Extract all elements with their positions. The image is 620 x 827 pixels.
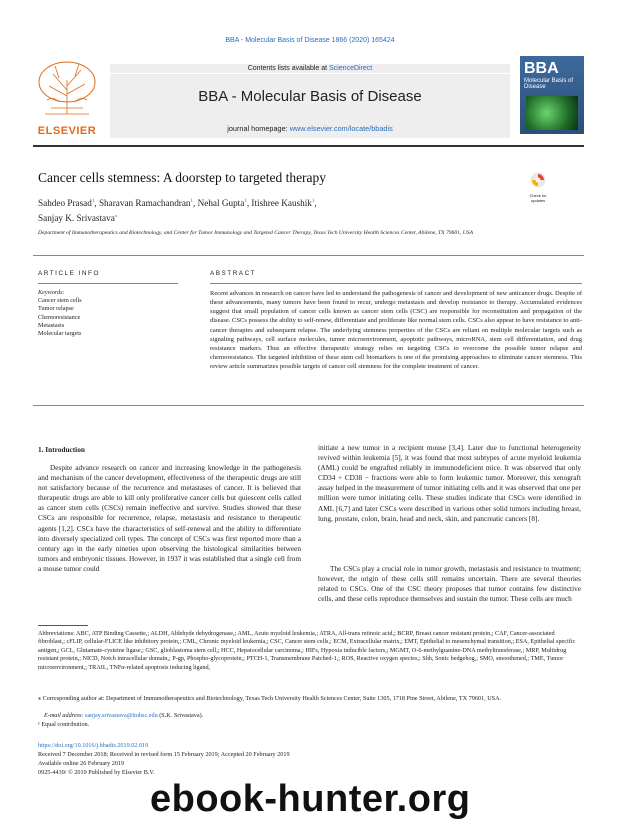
- abstract-heading: ABSTRACT: [210, 270, 257, 277]
- author-separator: ,: [314, 198, 317, 209]
- check-updates-line2: updates: [530, 198, 546, 203]
- corresponding-footnote: ⁎ Corresponding author at: Department of Immunotherapeutics and Biotechnology, Texas Tech University Health Sciences Center, Suite 1305, 1718 Pine Street, Abilene, TX 79601, USA.: [38, 695, 502, 702]
- sciencedirect-link[interactable]: ScienceDirect: [329, 65, 373, 72]
- email-suffix: (S.K. Srivastava).: [157, 712, 204, 719]
- article-title: Cancer cells stemness: A doorstep to targeted therapy: [38, 170, 327, 185]
- email-label: E-mail address:: [44, 712, 86, 719]
- intro-paragraph-right: initiate a new tumor in a recipient mouse [3,4]. Later due to functional heterogeneity revived within leukemia [5], it was found that most subtypes of acute myeloid leukemia (AML) could be engrafted reliably in immunodeficient mice. It was observed that only CD34 + CD38 − fractions were able to form leukemic tumor. Moreover, this xenograft assay helped in the measurement of tumor initiating cells and it was observed that one per million were tumor initiating cells. These studies indicate that CSCs were identified in AML [6,7] and later CSCs were described in various other solid tumors including breast, lung, prostate, colon, brain, head and neck, skin, and pancreatic cancers [8].: [318, 443, 581, 523]
- contents-line: [110, 64, 510, 73]
- cover-subtitle-2: Disease: [524, 84, 546, 90]
- author-separator: ,: [193, 198, 198, 209]
- affiliation-rule: [33, 255, 584, 256]
- keyword[interactable]: Molecular targets: [38, 330, 82, 338]
- journal-title: BBA - Molecular Basis of Disease: [198, 88, 422, 105]
- received-dates: Received 7 December 2018; Received in revised form 15 February 2019; Accepted 20 February 2019: [38, 751, 290, 758]
- author-name[interactable]: Sharavan Ramachandran: [98, 198, 191, 209]
- author-name[interactable]: Sanjay K. Srivastava: [38, 213, 115, 224]
- journal-reference[interactable]: BBA - Molecular Basis of Disease 1866 (2020) 165424: [225, 37, 395, 44]
- check-updates-line1: Check for: [529, 193, 547, 198]
- homepage-link[interactable]: www.elsevier.com/locate/bbadis: [289, 124, 393, 133]
- abstract-bottom-rule: [33, 405, 584, 406]
- contents-prefix: Contents lists available at: [247, 65, 330, 72]
- abstract-rule: [210, 283, 582, 284]
- check-updates-icon: [530, 172, 546, 188]
- cover-subtitle: Molecular Basis of: [524, 78, 574, 84]
- intro-paragraph-left: Despite advance research on cancer and increasing knowledge in the pathogenesis and mechanism of the cancer development, effectiveness of the therapeutic drugs are still not satisfactory because of the recurrence and metastases of cancer. It is believed that therapeutic drugs are able to kill only proliferative cancer cells but quiescent cells called as cancer stem cells (CSCs) remain ineffective and survive. Studies showed that these CSCs are responsible for recurrence, relapse, metastasis and resistance to therapeutic agents [1,2]. CSCs have the characteristics of self-renewal and the ability to differentiate into diversely specialized cell types. The concept of CSCs was first reported more than a century ago in the early nineties upon observing the histological similarities between tumors and embryonic tissues. However, in 1937 it was established that a single cell from a mouse tumor could: [38, 463, 301, 573]
- author-mark[interactable]: 1: [311, 199, 315, 204]
- keyword[interactable]: Tumor relapse: [38, 305, 74, 313]
- publisher-name: ELSEVIER: [37, 125, 97, 137]
- author-name[interactable]: Itishree Kaushik: [251, 198, 312, 209]
- keywords-block: [38, 289, 178, 338]
- author-separator: ,: [246, 198, 252, 209]
- article-info-rule: [38, 283, 178, 284]
- section-heading: 1. Introduction: [38, 445, 85, 454]
- email-link[interactable]: sanjay.srivastava@ttuhsc.edu: [85, 712, 158, 719]
- doi-link[interactable]: https://doi.org/10.1016/j.bbadis.2019.02.019: [38, 742, 149, 749]
- keyword[interactable]: Chemoresistance: [38, 313, 81, 321]
- cover-image: [526, 96, 578, 130]
- article-info-heading: ARTICLE INFO: [38, 270, 100, 277]
- author-mark[interactable]: 1: [190, 199, 194, 204]
- abstract-text: Recent advances in research on cancer have led to understand the pathogenesis of cancer and development of new anticancer drugs. Despite of these advancements, many tumors have been found to recur, undergo metastasis and develop resistance to therapy. Accumulated evidences suggest that small population of cancer cells known as cancer stem cells (CSC) are responsible for reconstitution and propagation of the disease. CSCs possess the ability to self-renew, differentiate and proliferate like normal stem cells. CSCs also appear to have resistance to anti-cancer therapies and subsequent relapse. The underlying stemness properties of the CSCs are reliant on multiple molecular targets such as signaling pathways, cell surface molecules, tumor microenvironment, apoptotic pathways, microRNA, stem cell differentiation, and drug resistance markers. Thus an effective therapeutic strategy relies on targeting CSCs to overcome the possible tumor relapse and chemoresistance. The targeted inhibition of these stem cell biomarkers is one of the promising approaches to eliminate cancer stemness. This review article summarizes possible targets of cancer cell stemness for the complete treatment of cancer.: [210, 290, 582, 371]
- check-for-updates-badge[interactable]: [524, 172, 552, 203]
- keyword[interactable]: Cancer stem cells: [38, 297, 82, 305]
- intro-paragraph-right-2: The CSCs play a crucial role in tumor growth, metastasis and resistance to treatment; however, the origin of these cells still remains uncertain. There are several theories related to CSCs. One of the CSC theory proposes that tumor contains few distinctive cells, and these cells reproduce themselves and sustain the tumor. These cells are much: [318, 564, 581, 604]
- elsevier-logo: [33, 56, 101, 137]
- author-separator: ,: [94, 198, 99, 209]
- footnote-rule: [38, 625, 88, 626]
- author-name[interactable]: Nehal Gupta: [197, 198, 245, 209]
- cover-title: BBA: [524, 60, 559, 77]
- homepage-prefix: journal homepage:: [227, 124, 290, 133]
- author-mark[interactable]: 1: [91, 199, 95, 204]
- available-online: Available online 26 February 2019: [38, 760, 125, 767]
- affiliation: Department of Immunotherapeutics and Biotechnology, and Center for Tumor Immunology and Targeted Cancer Therapy, Texas Tech University Health Sciences Center, Abilene, TX 79601, USA: [38, 230, 474, 236]
- author-name[interactable]: Sahdeo Prasad: [38, 198, 92, 209]
- header-rule: [33, 145, 584, 147]
- journal-cover: [520, 56, 584, 134]
- author-mark[interactable]: 1: [244, 199, 247, 204]
- corresponding-mark[interactable]: ⁎: [114, 214, 118, 220]
- abbreviations-footnote: Abbreviations: ABC, ATP Binding Cassette,; ALDH, Aldehyde dehydrogenase,; AML, Acute myeloid leukemia,; ATRA, All-trans retinoic acid,; BCRP, Breast cancer resistant protein,; CAF, Cancer-associated fibroblast,; cFLIP, cellular-FLICE like inhibitory protein,; CML, Chronic myeloid leukemia,; CSC, Cancer stem cells,; ECM, Extracellular matrix,; EMT, Epithelial to mesenchymal transition,; ESA, Epithelial specific antigen,; GCL, Glutamate-cysteine ligase,; GSC, glioblastoma stem cell,; HCC, Hepatocellular carcinoma,; HIFs, Hypoxia inducible factors,; MGMT, O-6-methylguanine-DNA methyltransferase,; MRP, Multidrug resistant protein,; NICD, Notch intracellular domain,; P-gp, Phospho-glycoprotein,; PTCH-1, Transmembrane Patched-1,; ROS, Reactive oxygen species,; Shh, Sonic hedgehog,; SMO, smoothened,; TME, Tumor microenvironment,; TRAIL, TNFα-related apoptosis inducing ligand,: [38, 630, 576, 671]
- email-footnote: [44, 712, 584, 720]
- keywords-label: Keywords:: [38, 289, 65, 296]
- copyright-line: 0925-4439/ © 2019 Published by Elsevier B.V.: [38, 769, 155, 776]
- elsevier-tree-icon: [33, 56, 101, 118]
- keyword[interactable]: Metastasis: [38, 321, 65, 329]
- equal-contribution-footnote: ¹ Equal contribution.: [38, 721, 90, 728]
- watermark: ebook-hunter.org: [150, 778, 471, 820]
- author-list: [38, 195, 518, 225]
- homepage-line: [110, 124, 510, 133]
